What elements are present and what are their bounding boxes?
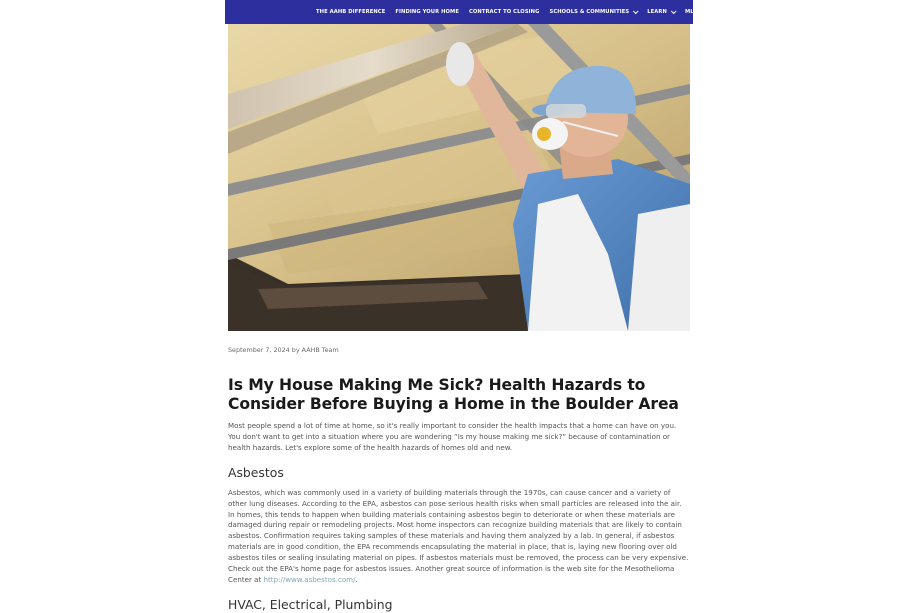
intro-paragraph: Most people spend a lot of time at home, so it's really important to consider the health impacts that a home can have on you. You don't want to get into a situation where you are wondering “Is my house making me sick?” because of contamination or health hazards. Let's explore some of the health hazards of homes old and new.: [228, 421, 677, 452]
article-title: Is My House Making Me Sick? Health Hazards to Consider Before Buying a Home in the Boulder Area: [228, 376, 679, 413]
nav-item-aahb-difference[interactable]: [316, 9, 385, 15]
asbestos-link[interactable]: http://www.asbestos.com/: [263, 574, 356, 584]
section-heading-hvac: HVAC, Electrical, Plumbing: [228, 596, 393, 612]
nav-item-label: LEARN: [647, 9, 667, 15]
nav-item-label: THE AAHB DIFFERENCE: [316, 9, 386, 15]
nav-item-label: CONTRACT TO CLOSING: [468, 9, 540, 15]
nav-item-finding-your-home[interactable]: [395, 9, 459, 15]
nav-item-label: SCHOOLS & COMMUNITIES: [549, 9, 630, 15]
nav-item-contract-to-closing[interactable]: [469, 9, 540, 15]
attic-insulation-illustration: [228, 24, 690, 331]
hero-image: [228, 24, 690, 331]
asbestos-paragraph: [228, 488, 690, 586]
nav-menu: [225, 9, 771, 15]
nav-item-label: MLS SEARCH: [684, 9, 724, 15]
chevron-down-icon: [633, 8, 639, 14]
asbestos-tail: .: [355, 574, 358, 584]
nav-item-label: CONTACT: [733, 9, 762, 15]
post-meta: September 7, 2024 by AAHB Team: [228, 346, 339, 354]
nav-item-contact[interactable]: [733, 9, 761, 15]
section-heading-asbestos: Asbestos: [228, 464, 284, 480]
chevron-down-icon: [671, 8, 677, 14]
nav-item-learn[interactable]: [647, 9, 675, 15]
nav-item-schools-communities[interactable]: [549, 9, 637, 15]
asbestos-body-text: Asbestos, which was commonly used in a variety of building materials through the 1970s, can cause cancer and a variety of other lung diseases. According to the EPA, asbestos can pose serious health risks when small particles are released into the air. In homes, this tends to happen when building materials containing asbestos begin to deteriorate or when these materials are damaged during repair or remodeling projects. Most home inspectors can recognize building materials that are likely to contain asbestos. Confirmation requires taking samples of these materials and having them analyzed by a lab. In general, if asbestos materials are in good condition, the EPA recommends encapsulating the material in place, that is, laying new flooring over old asbestos tiles or sealing insulating material on pipes. If asbestos materials must be removed, the process can be very expensive. Check out the EPA's home page for asbestos issues. Another great source of information is the web site for the Mesothelioma Center at: [228, 487, 689, 584]
top-navigation-bar: [225, 0, 762, 24]
nav-item-label: FINDING YOUR HOME: [395, 9, 459, 15]
nav-item-mls-search[interactable]: [685, 9, 723, 15]
article: [228, 340, 690, 613]
